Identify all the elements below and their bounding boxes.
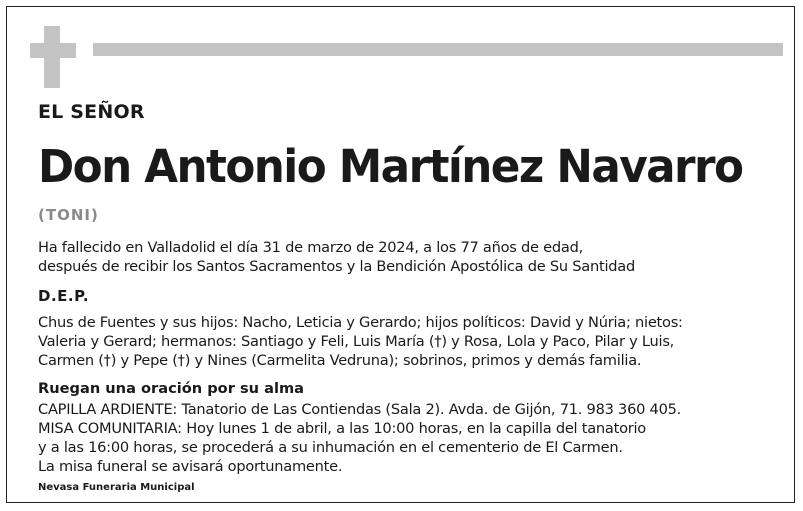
family-line: Chus de Fuentes y sus hijos: Nacho, Leticia y Gerardo; hijos políticos: David y Núria; nietos: [38, 314, 683, 331]
family-paragraph [38, 313, 683, 370]
obituary-frame [6, 6, 795, 503]
intro-paragraph [38, 238, 635, 276]
intro-line: Ha fallecido en Valladolid el día 31 de marzo de 2024, a los 77 años de edad, [38, 239, 583, 256]
deceased-nickname: (TONI) [38, 206, 99, 224]
details-line: MISA COMUNITARIA: Hoy lunes 1 de abril, a las 10:00 horas, en la capilla del tanatorio [38, 420, 646, 437]
title-prefix: EL SEÑOR [38, 101, 145, 123]
dep-heading: D.E.P. [38, 287, 90, 305]
details-line: CAPILLA ARDIENTE: Tanatorio de Las Contiendas (Sala 2). Avda. de Gijón, 71. 983 360 405. [38, 401, 682, 418]
details-line: y a las 16:00 horas, se procederá a su inhumación en el cementerio de El Carmen. [38, 439, 623, 456]
header-rule [93, 43, 783, 56]
details-paragraph [38, 400, 681, 476]
cross-icon-horizontal [30, 43, 76, 58]
details-line: La misa funeral se avisará oportunamente. [38, 458, 343, 475]
intro-line: después de recibir los Santos Sacramentos y la Bendición Apostólica de Su Santidad [38, 258, 635, 275]
funeral-home-credit: Nevasa Funeraria Municipal [38, 482, 195, 493]
deceased-name: Don Antonio Martínez Navarro [38, 140, 743, 193]
family-line: Valeria y Gerard; hermanos: Santiago y Feli, Luis María (†) y Rosa, Lola y Paco, Pilar y Luis, [38, 333, 675, 350]
prayer-request: Ruegan una oración por su alma [38, 380, 305, 397]
family-line: Carmen (†) y Pepe (†) y Nines (Carmelita Vedruna); sobrinos, primos y demás familia. [38, 352, 642, 369]
